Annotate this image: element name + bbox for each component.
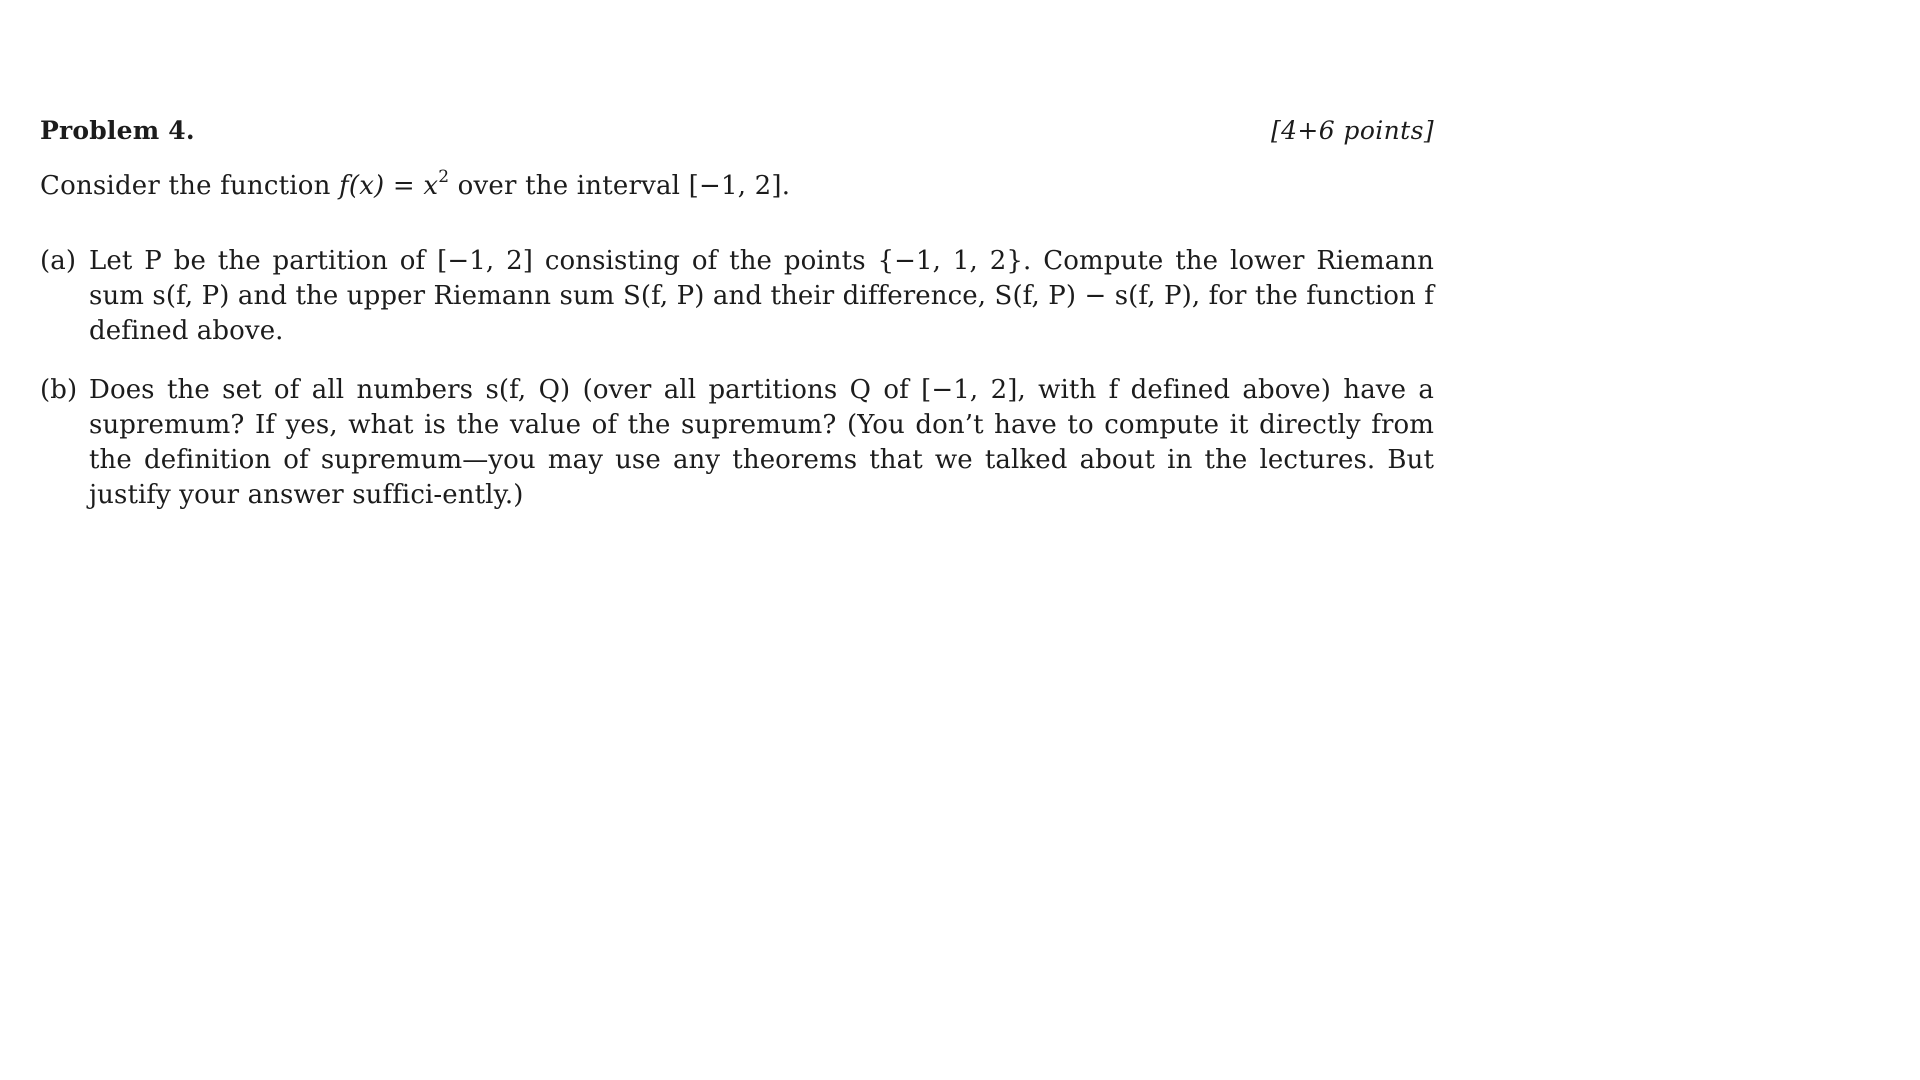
- part-b-text: Does the set of all numbers s(f, Q) (over all partitions Q of [−1, 2], with f defined above) have a supremum? If yes, what is the value of the supremum? (You don’t have to compute it directly from the definition of supremum—you may use any theorems that we talked about in the lectures. But justify your answer suffici-ently.): [89, 375, 1434, 510]
- problem-header: [40, 108, 1434, 156]
- part-b: [40, 373, 1434, 513]
- problem-title: Problem 4.: [40, 116, 195, 145]
- problem-intro: [40, 168, 1434, 204]
- problem-document: [40, 108, 1434, 513]
- intro-text-after: over the interval [−1, 2].: [449, 171, 791, 201]
- part-a-text: Let P be the partition of [−1, 2] consisting of the points {−1, 1, 2}. Compute the lower Riemann sum s(f, P) and the upper Riemann sum S(f, P) and their difference, S(f, P) − s(f, P), for the function f defined above.: [89, 246, 1434, 346]
- part-b-label: (b): [40, 375, 78, 405]
- part-a-label: (a): [40, 246, 77, 276]
- part-a: [40, 244, 1434, 349]
- intro-text-before: Consider the function: [40, 171, 340, 201]
- points-value: [4+6 points]: [1270, 116, 1434, 145]
- intro-exponent: 2: [438, 167, 450, 188]
- intro-function: f(x) = x: [339, 171, 439, 201]
